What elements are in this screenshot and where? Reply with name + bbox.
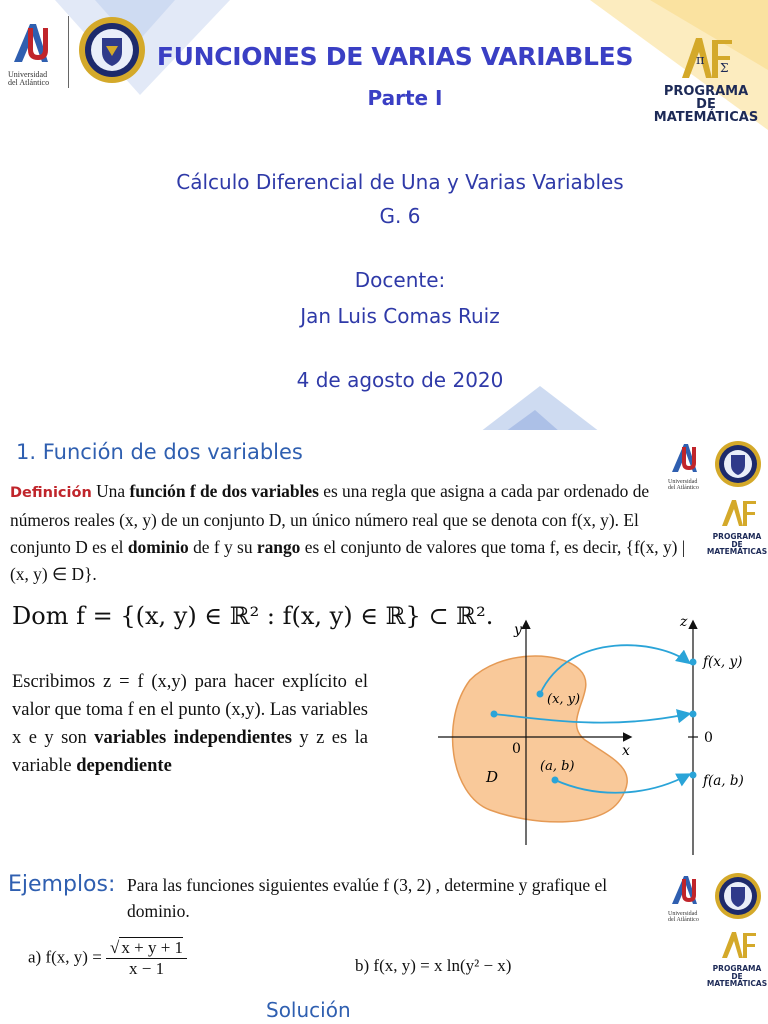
point-ab-dot <box>552 777 559 784</box>
definition-text-1: Una <box>96 481 126 501</box>
definition-bold-range: rango <box>256 537 301 557</box>
math-program-line-2: MATEMÁTICAS <box>653 110 759 125</box>
value-fab-dot <box>690 772 697 779</box>
math-program-small-line-1: PROGRAMA DE <box>712 532 762 549</box>
math-program-small-2-line-1: PROGRAMA DE <box>712 964 762 981</box>
seal-small-icon <box>714 440 762 488</box>
function-mapping-diagram <box>430 610 768 860</box>
example-b-formula: b) f(x, y) = x ln(y² − x) <box>355 956 512 975</box>
x-axis-label: x <box>622 743 630 759</box>
math-program-small-2-line-2: MATEMÁTICAS <box>706 979 768 988</box>
slide-title <box>0 0 768 430</box>
university-small-2-line-1: Universidad <box>668 911 698 917</box>
definition-text-3: de f y su <box>193 537 253 557</box>
variables-text-2: y z es la variable <box>12 728 368 776</box>
presentation-date: 4 de agosto de 2020 <box>296 368 504 392</box>
math-program-line-1: PROGRAMA DE <box>663 84 749 112</box>
example-a-formula <box>28 938 187 979</box>
svg-text:π: π <box>696 53 705 68</box>
math-program-logo <box>652 32 760 124</box>
presentation-title: FUNCIONES DE VARIAS VARIABLES <box>156 42 634 71</box>
definition-text-2: es una regla que asigna a cada par ordenado de números reales (x, y) de un conjunto D, un único número real que se denota con f(x, y). El conjunto D es el <box>10 481 650 557</box>
value-fxy-dot <box>690 659 697 666</box>
university-small-2-line-2: del Atlántico <box>668 917 699 923</box>
point-xy-dot <box>537 691 544 698</box>
examples-instructions: Para las funciones siguientes evalúe f (3, 2) , determine y grafique el dominio. <box>127 875 608 921</box>
variables-paragraph <box>12 668 368 780</box>
examples-label: Ejemplos: <box>8 872 116 897</box>
value-mid-dot <box>690 711 697 718</box>
definition-text-4: es el conjunto de valores que toma f, es decir, {f(x, y) | (x, y) ∈ D}. <box>10 537 686 584</box>
solution-heading: Solución <box>266 998 351 1022</box>
point-xy-label: (x, y) <box>547 692 581 707</box>
teacher-label: Docente: <box>354 268 446 292</box>
university-small-line-2: del Atlántico <box>668 485 699 491</box>
math-program-small-line-2: MATEMÁTICAS <box>706 547 768 556</box>
example-a-numerator: √ x + y + 1 <box>106 938 187 959</box>
point-ab-label: (a, b) <box>540 759 575 774</box>
course-name: Cálculo Diferencial de Una y Varias Variables <box>176 170 624 194</box>
presentation-subtitle: Parte I <box>367 86 443 110</box>
value-fxy-label: f(x, y) <box>703 654 743 670</box>
slide-examples <box>0 860 768 1024</box>
course-group: G. 6 <box>379 204 421 228</box>
y-axis-label: y <box>514 622 522 638</box>
university-monogram-small-2-icon <box>668 872 708 906</box>
svg-text:Σ: Σ <box>720 61 729 75</box>
seal-small-2-icon <box>714 872 762 920</box>
university-small-line-1: Universidad <box>668 479 698 485</box>
z-zero-label: 0 <box>704 730 713 746</box>
origin-label: 0 <box>512 741 521 757</box>
point-mid-dot <box>491 711 498 718</box>
variables-bold-independent: variables independientes <box>94 728 292 748</box>
domain-formula: Dom f = {(x, y) ∈ ℝ² : f(x, y) ∈ ℝ} ⊂ ℝ². <box>12 602 494 630</box>
example-a-radicand: x + y + 1 <box>121 938 184 957</box>
example-a-denominator: x − 1 <box>129 959 165 978</box>
teacher-name: Jan Luis Comas Ruiz <box>300 304 500 328</box>
definition-paragraph <box>10 478 700 588</box>
definition-bold-domain: dominio <box>127 537 189 557</box>
math-program-emblem-small-icon <box>706 496 768 528</box>
math-program-emblem-icon <box>652 32 760 80</box>
variables-text-1: Escribimos z = f (x,y) para hacer explícito el valor que toma f en el punto (x,y). Las variables x e y son <box>12 672 369 748</box>
university-logo-small-2 <box>668 872 708 923</box>
domain-region-d <box>453 656 628 822</box>
math-program-logo-small-2 <box>706 928 768 988</box>
university-monogram-small-icon <box>668 440 708 474</box>
region-d-label: D <box>486 768 499 786</box>
value-fab-label: f(a, b) <box>703 773 744 789</box>
example-a-fraction <box>106 938 187 979</box>
example-a-prefix: a) f(x, y) = <box>28 947 102 967</box>
math-program-logo-small <box>706 496 768 556</box>
slide-two-variable-function <box>0 430 768 860</box>
section-heading: 1. Función de dos variables <box>16 440 303 464</box>
definition-label: Definición <box>10 485 92 501</box>
university-logo-line-1: Universidad <box>8 70 48 79</box>
variables-bold-dependent: dependiente <box>76 756 172 776</box>
definition-bold-function: función f de dos variables <box>129 481 319 501</box>
math-program-emblem-small-2-icon <box>706 928 768 960</box>
university-logo-line-2: del Atlántico <box>8 78 50 87</box>
z-axis-label: z <box>680 614 688 630</box>
